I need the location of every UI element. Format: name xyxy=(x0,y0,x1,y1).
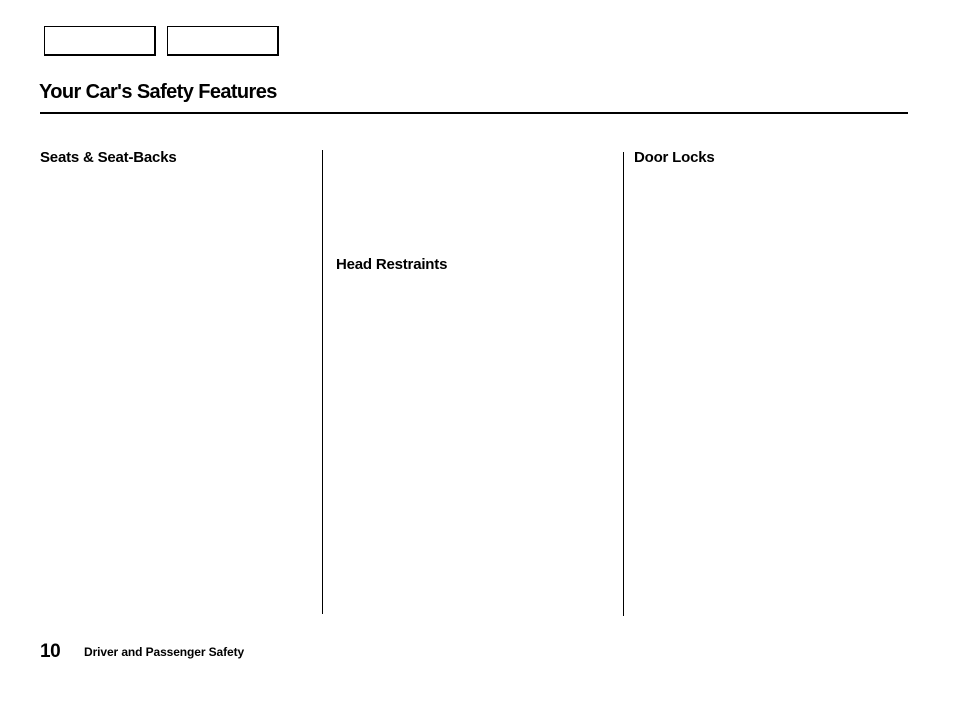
column-divider-left xyxy=(322,150,323,614)
section-heading-head-restraints: Head Restraints xyxy=(336,256,448,273)
page-number: 10 xyxy=(40,641,61,662)
nav-button-next[interactable] xyxy=(167,26,279,56)
section-heading-door-locks: Door Locks xyxy=(634,149,715,166)
section-heading-seats: Seats & Seat-Backs xyxy=(40,149,177,166)
page-title: Your Car's Safety Features xyxy=(39,81,277,103)
title-divider xyxy=(40,112,908,114)
footer-section-name: Driver and Passenger Safety xyxy=(84,645,245,659)
nav-button-previous[interactable] xyxy=(44,26,156,56)
column-divider-right xyxy=(623,152,624,616)
